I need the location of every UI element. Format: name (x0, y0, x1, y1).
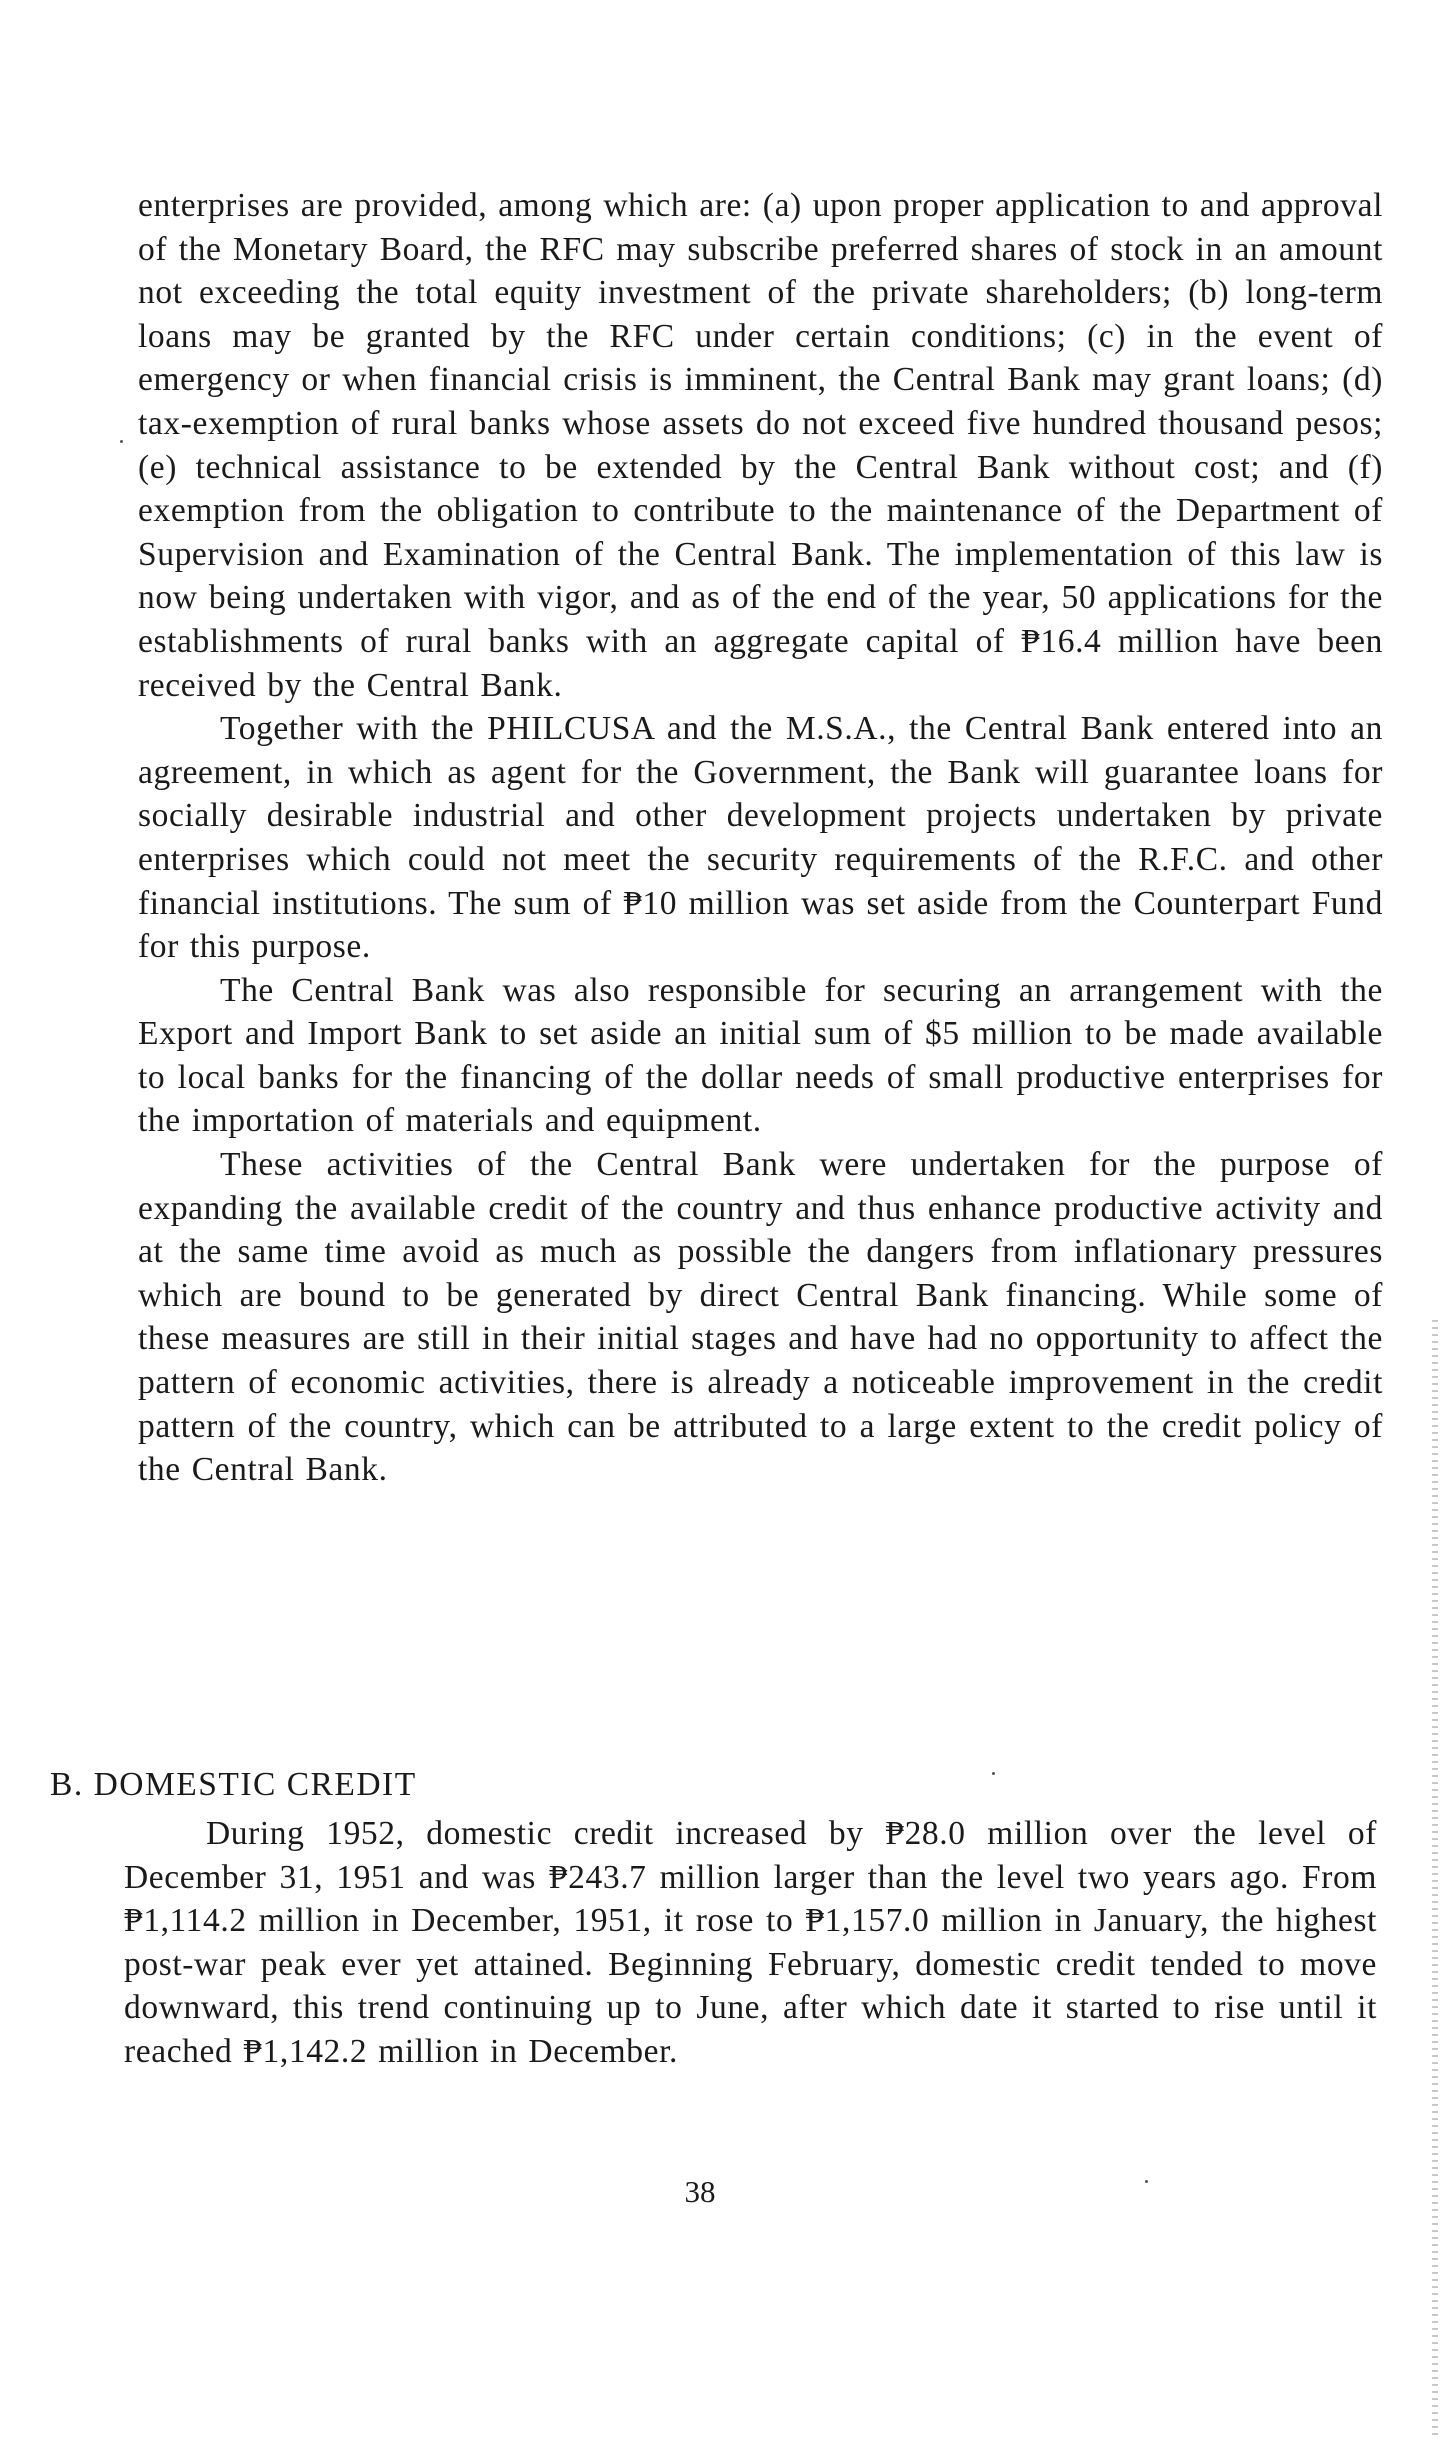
paragraph-credit-activities: These activities of the Central Bank were undertaken for the purpose of expanding the available credit of the country and thus enhance productive activity and at the same time avoid as much as possible the dangers from inflationary pressures which are bound to be generated by direct Central Bank financing. While some of these measures are still in their initial stages and have had no opportunity to affect the pattern of economic activities, there is already a noticeable improvement in the credit pattern of the country, which can be attributed to a large extent to the credit policy of the Central Bank. (138, 1146, 1383, 1489)
paragraph-rural-banks: enterprises are provided, among which are: (a) upon proper application to and approval of the Monetary Board, the RFC may subscribe preferred shares of stock in an amount not exceeding the total equity investment of the private shareholders; (b) long-term loans may be granted by the RFC under certain conditions; (c) in the event of emergency or when financial crisis is imminent, the Central Bank may grant loans; (d) tax-exemption of rural banks whose assets do not exceed five hundred thousand pesos; (e) technical assistance to be extended by the Central Bank without cost; and (f) exemption from the obligation to contribute to the maintenance of the Department of Supervision and Examination of the Central Bank. The implementation of this law is now being undertaken with vigor, and as of the end of the year, 50 applications for the establishments of rural banks with an aggregate capital of ₱16.4 million have been received by the Central Bank. (138, 187, 1383, 704)
section-heading-domestic-credit: B. DOMESTIC CREDIT (50, 1766, 417, 1803)
scan-dot (1145, 2180, 1148, 2183)
paragraph-guarantee-loans: Together with the PHILCUSA and the M.S.A., the Central Bank entered into an agreement, in which as agent for the Government, the Bank will guarantee loans for socially desirable industrial and other development projects undertaken by private enterprises which could not meet the security requirements of the R.F.C. and other financial institutions. The sum of ₱10 million was set aside from the Counterpart Fund for this purpose. (138, 710, 1383, 966)
scan-dot (992, 1772, 995, 1775)
scan-dot (120, 440, 123, 443)
scan-edge-artifact (1432, 1320, 1438, 2439)
body-text (138, 184, 1383, 1492)
paragraph-domestic-credit: During 1952, domestic credit increased by ₱28.0 million over the level of December 31, 1951 and was ₱243.7 million larger than the level two years ago. From ₱1,114.2 million in December, 1951, it rose to ₱1,157.0 million in January, the highest post-war peak ever yet attained. Beginning February, domestic credit tended to move downward, this trend continuing up to June, after which date it started to rise until it reached ₱1,142.2 million in December. (124, 1815, 1377, 2070)
page-number: 38 (684, 2174, 716, 2209)
paragraph-export-import-bank: The Central Bank was also responsible for securing an arrangement with the Export and Import Bank to set aside an initial sum of $5 million to be made available to local banks for the financing of the dollar needs of small productive enterprises for the importation of materials and equipment. (138, 971, 1383, 1140)
